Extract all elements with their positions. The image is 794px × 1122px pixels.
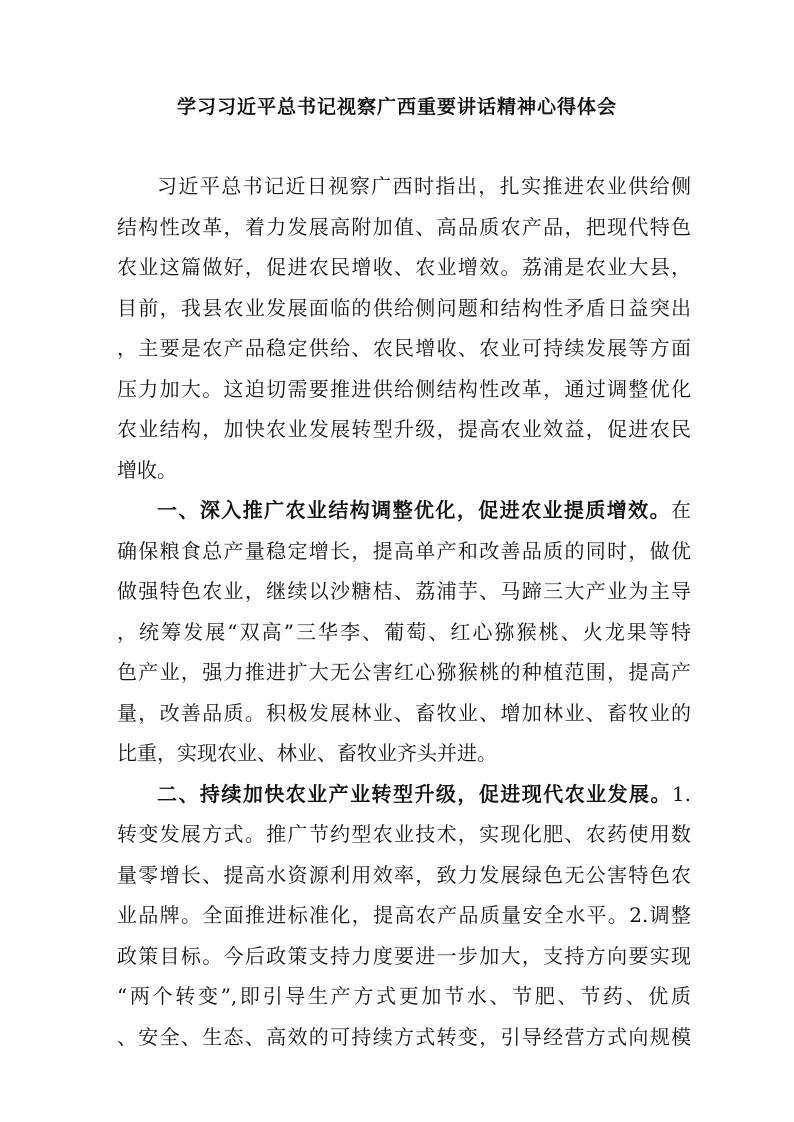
- paragraph-line: “两个转变”,即引导生产方式更加节水、节肥、节药、优质: [117, 984, 691, 1008]
- paragraph-section-one: [117, 490, 691, 774]
- paragraph-line: 做强特色农业，继续以沙糖桔、荔浦芋、马蹄三大产业为主导: [117, 579, 691, 603]
- paragraph-intro: [117, 166, 691, 490]
- paragraph-line: 农业结构，加快农业发展转型升级，提高农业效益，促进农民: [117, 417, 691, 441]
- paragraph-line: 农业这篇做好，促进农民增收、农业增效。荔浦是农业大县，: [117, 255, 691, 279]
- paragraph-line: 压力加大。这迫切需要推进供给侧结构性改革，通过调整优化: [117, 376, 691, 401]
- paragraph-line: 色产业，强力推进扩大无公害红心猕猴桃的种植范围，提高产: [117, 660, 691, 684]
- paragraph-line: 目前，我县农业发展面临的供给侧问题和结构性矛盾日益突出: [117, 295, 691, 320]
- section-heading: 二、持续加快农业产业转型升级，促进现代农业发展。: [157, 781, 672, 806]
- paragraph-line: 量，改善品质。积极发展林业、畜牧业、增加林业、畜牧业的: [117, 700, 691, 725]
- paragraph-line: 转变发展方式。推广节约型农业技术，实现化肥、农药使用数: [117, 822, 691, 846]
- paragraph-line: 业品牌。全面推进标准化，提高农产品质量安全水平。2.调整: [117, 903, 691, 927]
- paragraph-line: 增收。: [117, 457, 177, 482]
- paragraph-line: 结构性改革，着力发展高附加值、高品质农产品，把现代特色: [117, 214, 691, 239]
- paragraph-first-line: [117, 774, 691, 815]
- section-heading: 一、深入推广农业结构调整优化，促进农业提质增效。: [157, 498, 671, 522]
- paragraph-section-two: [117, 774, 691, 1058]
- paragraph-line-tail: 在: [671, 498, 691, 522]
- paragraph-first-line: [117, 490, 691, 531]
- paragraph-line: 比重，实现农业、林业、畜牧业齐头并进。: [117, 741, 497, 765]
- paragraph-line: 确保粮食总产量稳定增长，提高单产和改善品质的同时，做优: [117, 538, 691, 563]
- document-body: [117, 166, 691, 1057]
- paragraph-line: 、安全、生态、高效的可持续方式转变，引导经营方式向规模: [117, 1024, 691, 1049]
- paragraph-line: ，主要是农产品稳定供给、农民增收、农业可持续发展等方面: [117, 336, 691, 360]
- document-title: 学习习近平总书记视察广西重要讲话精神心得体会: [176, 96, 617, 118]
- paragraph-line: ，统筹发展“双高”三华李、葡萄、红心猕猴桃、火龙果等特: [117, 619, 691, 644]
- paragraph-line-tail: 1.: [671, 781, 691, 806]
- paragraph-line: 量零增长、提高水资源利用效率，致力发展绿色无公害特色农: [117, 862, 691, 887]
- paragraph-line: 政策目标。今后政策支持力度要进一步加大，支持方向要实现: [117, 943, 691, 968]
- paragraph-line: 习近平总书记近日视察广西时指出，扎实推进农业供给侧: [157, 174, 691, 198]
